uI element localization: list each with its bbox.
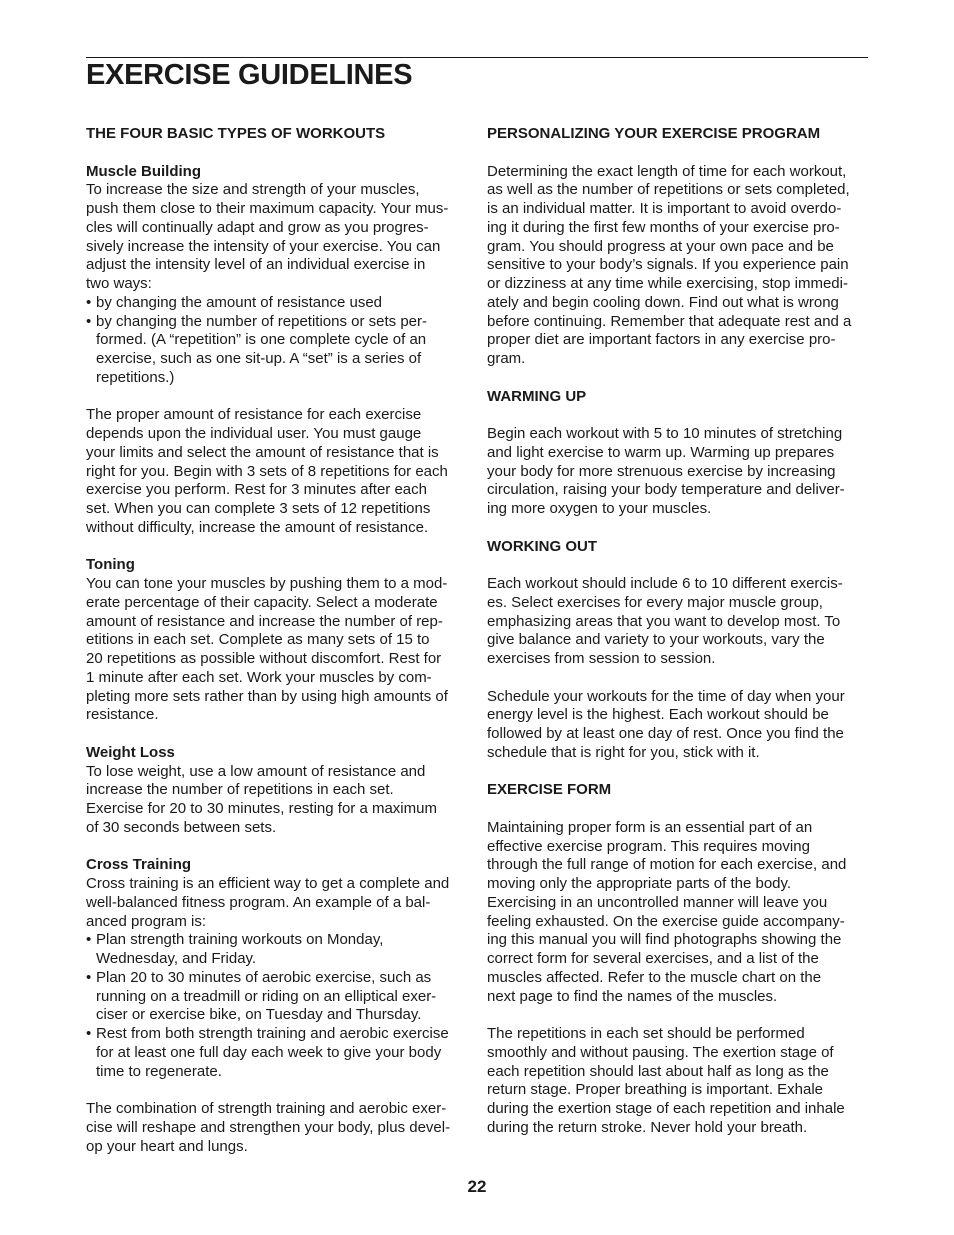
bullet-item: • Rest from both strength training and aerobic exercise for at least one full day each week to give your body time to regenerate.	[86, 1025, 470, 1081]
warming-up-paragraph: Begin each workout with 5 to 10 minutes of stretching and light exercise to warm up. Warming up prepares your body for more strenuous exercise by increasing circulation, raising your body temperature and deliver- ing more oxygen to your muscles.	[487, 425, 845, 517]
right-column	[487, 125, 871, 1138]
exercise-form-paragraph-1: Maintaining proper form is an essential part of an effective exercise program. This requires moving through the full range of motion for each exercise, and moving only the appropriate parts of the body. Exercising in an uncontrolled manner will leave you feeling exhausted. On the exercise guide accompany- ing this manual you will find photographs showing the correct form for several exercises, and a list of the muscles affected. Refer to the muscle chart on the next page to find the names of the muscles.	[487, 818, 847, 1005]
working-out-paragraph-2: Schedule your workouts for the time of day when your energy level is the highest. Each workout should be followed by at least one day of rest. Once you find the schedule that is right for you, stick with it.	[487, 687, 845, 761]
subheading-muscle-building: Muscle Building	[86, 162, 202, 180]
weight-loss-paragraph: To lose weight, use a low amount of resistance and increase the number of repetitions in each set. Exercise for 20 to 30 minutes, resting for a maximum of 30 seconds between sets.	[86, 762, 437, 836]
bullet-item: • Plan strength training workouts on Monday, Wednesday, and Friday.	[86, 931, 470, 969]
section-heading-exercise-form: EXERCISE FORM	[487, 781, 612, 799]
muscle-building-bullets	[86, 294, 470, 388]
cross-training-closing: The combination of strength training and aerobic exer- cise will reshape and strengthen your body, plus devel- op your heart and lungs.	[86, 1100, 451, 1155]
cross-training-bullets	[86, 931, 470, 1081]
left-column	[86, 125, 470, 1156]
section-heading-workout-types: THE FOUR BASIC TYPES OF WORKOUTS	[86, 125, 386, 142]
subheading-cross-training: Cross Training	[86, 856, 192, 874]
bullet-item: • by changing the number of repetitions or sets per- formed. (A “repetition” is one complete cycle of an exercise, such as one sit-up. A “set” is a series of repetitions.)	[86, 313, 470, 388]
muscle-building-intro: To increase the size and strength of your muscles, push them close to their maximum capacity. Your mus- cles will continually adapt and grow as you progres- sively increase the intensity of your exercise. You can adjust the intensity level of an individual exercise in two ways:	[86, 181, 449, 292]
bullet-item: • Plan 20 to 30 minutes of aerobic exercise, such as running on a treadmill or riding on an elliptical exer- ciser or exercise bike, on Tuesday and Thursday.	[86, 969, 470, 1025]
exercise-form-paragraph-2: The repetitions in each set should be performed smoothly and without pausing. The exertion stage of each repetition should last about half as long as the return stage. Proper breathing is important. Exhale during the exertion stage of each repetition and inhale during the return stroke. Never hold your breath.	[487, 1025, 845, 1136]
bullet-item: • by changing the amount of resistance used	[86, 294, 470, 313]
muscle-building-resistance-paragraph: The proper amount of resistance for each exercise depends upon the individual user. You must gauge your limits and select the amount of resistance that is right for you. Begin with 3 sets of 8 repetitions for each exercise you perform. Rest for 3 minutes after each set. When you can complete 3 sets of 12 repetitions without difficulty, increase the amount of resistance.	[86, 406, 448, 536]
page-title: EXERCISE GUIDELINES	[86, 59, 413, 91]
toning-paragraph: You can tone your muscles by pushing them to a mod- erate percentage of their capacity. Select a moderate amount of resistance and increase the number of rep- etitions in each set. Complete as many sets of 15 to 20 repetitions as possible without discomfort. Rest for 1 minute after each set. Work your muscles by com- pleting more sets rather than by using high amounts of resistance.	[86, 575, 448, 724]
section-heading-personalizing: PERSONALIZING YOUR EXERCISE PROGRAM	[487, 125, 821, 142]
working-out-paragraph-1: Each workout should include 6 to 10 different exercis- es. Select exercises for every major muscle group, emphasizing areas that you want to develop most. To give balance and variety to your workouts, vary the exercises from session to session.	[487, 575, 843, 667]
personalizing-paragraph: Determining the exact length of time for each workout, as well as the number of repetitions or sets completed, is an individual matter. It is important to avoid overdo- ing it during the first few months of your exercise pro- gram. You should progress at your own pace and be sensitive to your body’s signals. If you experience pain or dizziness at any time while exercising, stop immedi- ately and begin cooling down. Find out what is wrong before continuing. Remember that adequate rest and a proper diet are important factors in any exercise pro- gram.	[487, 162, 852, 367]
cross-training-intro: Cross training is an efficient way to get a complete and well-balanced fitness program. An example of a bal- anced program is:	[86, 875, 450, 930]
subheading-toning: Toning	[86, 556, 135, 574]
subheading-weight-loss: Weight Loss	[86, 743, 175, 761]
section-heading-working-out: WORKING OUT	[487, 537, 597, 555]
page-number: 22	[467, 1177, 487, 1196]
section-heading-warming-up: WARMING UP	[487, 387, 587, 405]
